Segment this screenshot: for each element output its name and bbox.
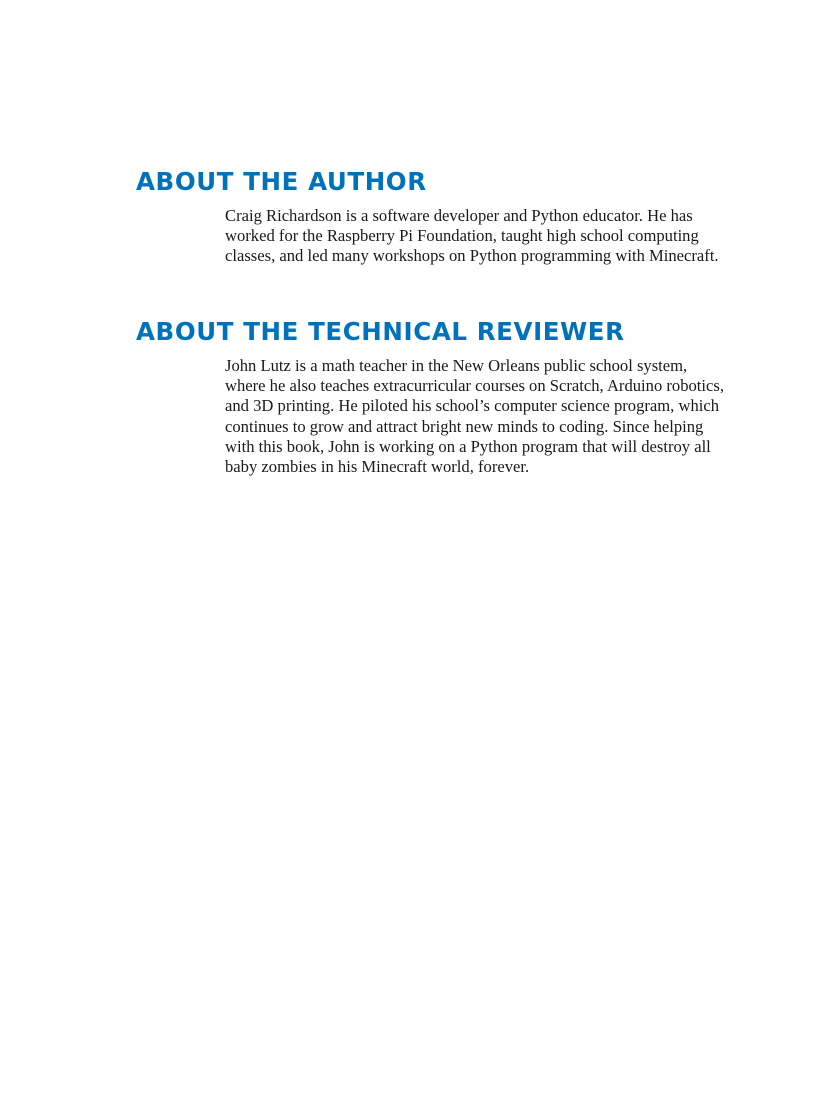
about-author-heading: ABOUT THE AUTHOR — [136, 167, 427, 196]
reviewer-bio-paragraph: John Lutz is a math teacher in the New Orleans public school system, where he also teaches extracurricular courses on Scratch, Arduino robotics, and 3D printing. He piloted his school’s computer science program, which continues to grow and attract bright new minds to coding. Since helping with this book, John is working on a Python program that will destroy all baby zombies in his Minecraft world, forever. — [225, 356, 725, 477]
about-reviewer-heading: ABOUT THE TECHNICAL REVIEWER — [136, 317, 625, 346]
author-bio-paragraph: Craig Richardson is a software developer and Python educator. He has worked for the Raspberry Pi Foundation, taught high school computing classes, and led many workshops on Python programming with Minecraft. — [225, 206, 719, 266]
